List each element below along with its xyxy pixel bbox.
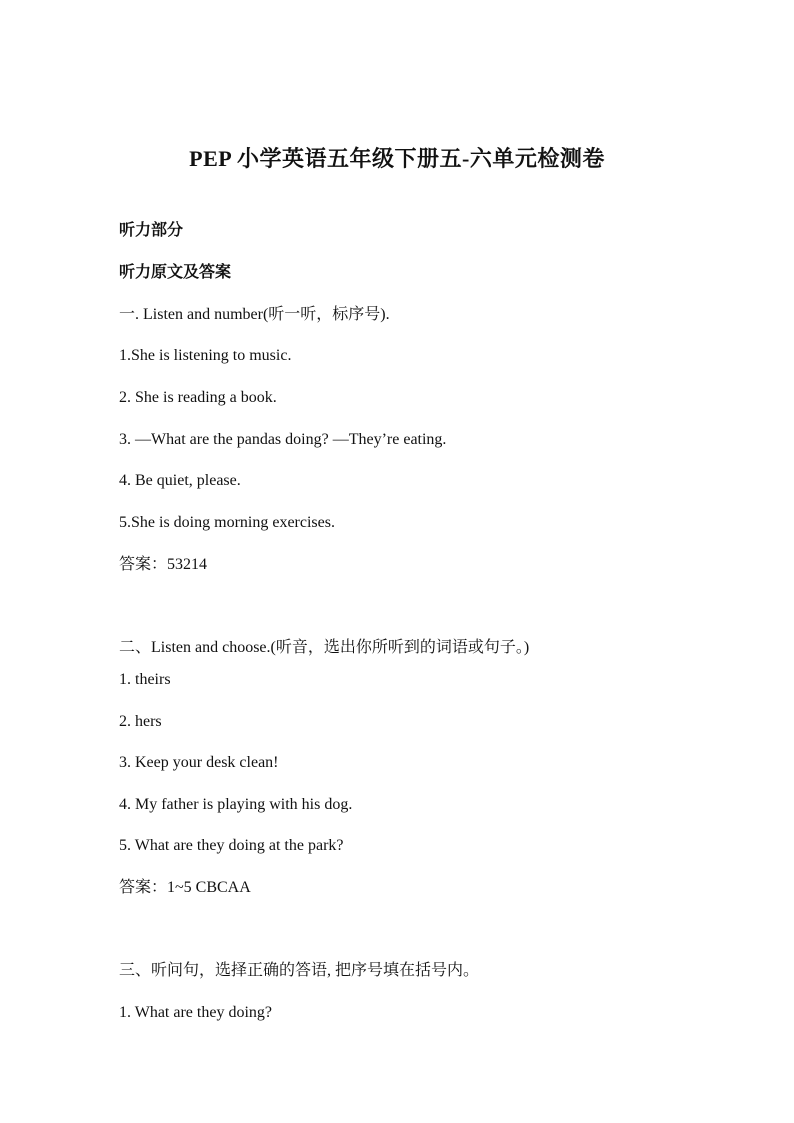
section1-item-4: 4. Be quiet, please. (119, 472, 241, 489)
section1-item-2: 2. She is reading a book. (119, 389, 277, 406)
section2-instruction: 二、Listen and choose.(听音，选出你所听到的词语或句子。) (119, 639, 530, 656)
section3-item-1: 1. What are they doing? (119, 1004, 272, 1021)
section2-item-5: 5. What are they doing at the park? (119, 837, 344, 854)
section1-item-3: 3. —What are the pandas doing? —They’re eating. (119, 431, 447, 448)
section2-item-2: 2. hers (119, 713, 162, 730)
section1-item-1: 1.She is listening to music. (119, 347, 292, 364)
heading-transcript-answers: 听力原文及答案 (119, 264, 232, 281)
section2-item-3: 3. Keep your desk clean! (119, 754, 279, 771)
heading-listening-part: 听力部分 (119, 222, 184, 239)
section1-answer: 答案：53214 (119, 556, 208, 573)
section1-item-5: 5.She is doing morning exercises. (119, 514, 335, 531)
section3-instruction: 三、听问句，选择正确的答语, 把序号填在括号内。 (119, 962, 480, 979)
section1-instruction: 一. Listen and number(听一听，标序号). (119, 306, 390, 323)
section2-item-4: 4. My father is playing with his dog. (119, 796, 353, 813)
section2-item-1: 1. theirs (119, 671, 171, 688)
page-title: PEP 小学英语五年级下册五-六单元检测卷 (189, 146, 605, 171)
section2-answer: 答案：1~5 CBCAA (119, 879, 251, 896)
